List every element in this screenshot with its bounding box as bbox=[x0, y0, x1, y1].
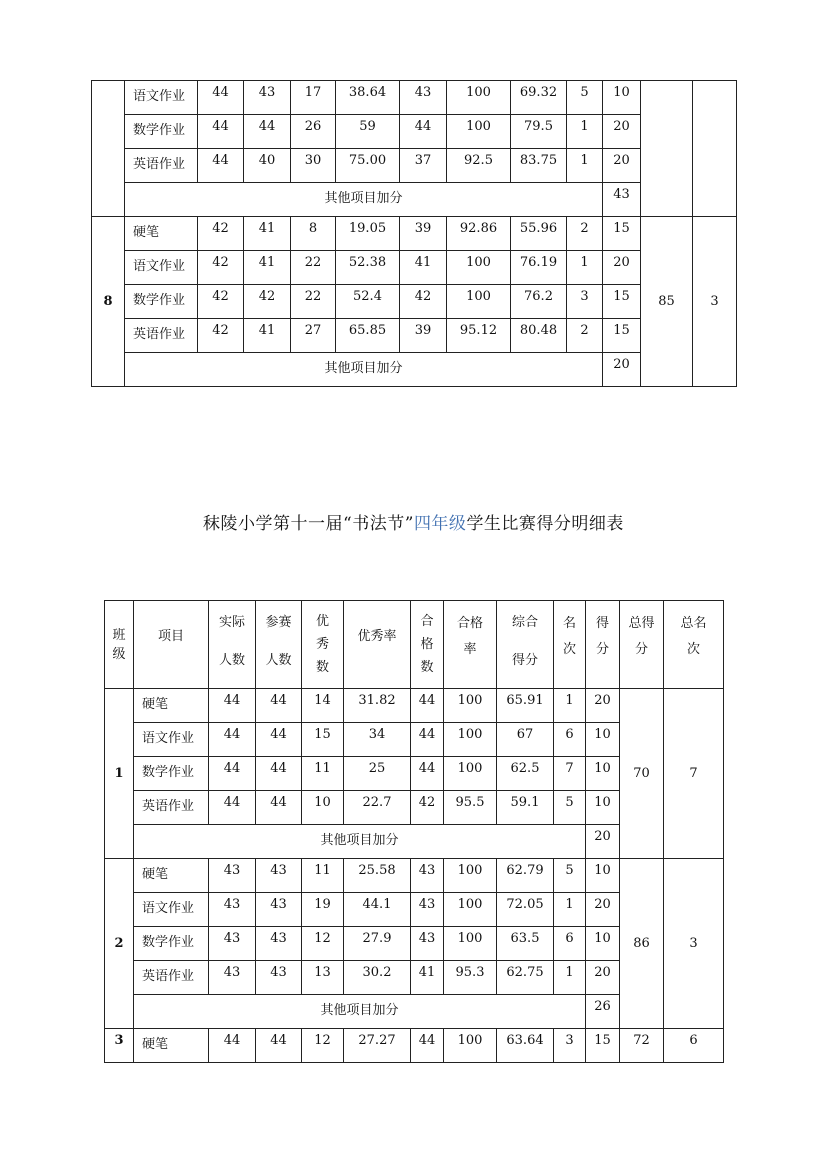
cell-actual: 43 bbox=[209, 961, 256, 995]
total-rank: 7 bbox=[664, 689, 724, 859]
table-row bbox=[105, 1029, 724, 1063]
cell-qualified: 43 bbox=[411, 859, 444, 893]
class-number: 2 bbox=[105, 859, 134, 1029]
cell-qualified: 39 bbox=[400, 217, 447, 251]
table-row bbox=[92, 319, 737, 353]
cell-qualified-rate: 100 bbox=[444, 757, 497, 791]
total-score-cell-continued bbox=[641, 81, 693, 217]
table-row bbox=[92, 251, 737, 285]
cell-composite: 83.75 bbox=[511, 149, 567, 183]
cell-item: 语文作业 bbox=[134, 893, 209, 927]
cell-score: 20 bbox=[586, 893, 620, 927]
cell-rank: 1 bbox=[554, 689, 586, 723]
cell-qualified: 44 bbox=[400, 115, 447, 149]
cell-excellent-rate: 19.05 bbox=[336, 217, 400, 251]
header-composite: 综合得分 bbox=[497, 601, 554, 689]
cell-actual: 43 bbox=[209, 859, 256, 893]
grade-highlight: 四年级 bbox=[413, 514, 467, 534]
cell-item: 数学作业 bbox=[134, 757, 209, 791]
cell-excellent: 8 bbox=[291, 217, 336, 251]
cell-score: 15 bbox=[603, 319, 641, 353]
cell-score: 15 bbox=[586, 1029, 620, 1063]
cell-qualified-rate: 100 bbox=[444, 1029, 497, 1063]
total-score: 85 bbox=[641, 217, 693, 387]
cell-item: 英语作业 bbox=[125, 149, 198, 183]
bonus-label: 其他项目加分 bbox=[134, 825, 586, 859]
page-title: 秣陵小学第十一届“书法节”四年级学生比赛得分明细表 bbox=[203, 514, 624, 534]
cell-excellent: 15 bbox=[302, 723, 344, 757]
table-row bbox=[105, 859, 724, 893]
cell-rank: 6 bbox=[554, 723, 586, 757]
cell-score: 20 bbox=[603, 251, 641, 285]
cell-qualified-rate: 95.5 bbox=[444, 791, 497, 825]
cell-participants: 43 bbox=[256, 859, 302, 893]
bonus-row bbox=[92, 353, 737, 387]
header-item: 项目 bbox=[134, 601, 209, 689]
cell-excellent: 11 bbox=[302, 757, 344, 791]
cell-composite: 80.48 bbox=[511, 319, 567, 353]
cell-item: 英语作业 bbox=[134, 961, 209, 995]
cell-composite: 72.05 bbox=[497, 893, 554, 927]
cell-excellent-rate: 52.38 bbox=[336, 251, 400, 285]
cell-excellent: 10 bbox=[302, 791, 344, 825]
cell-actual: 44 bbox=[198, 149, 244, 183]
cell-actual: 42 bbox=[198, 217, 244, 251]
cell-excellent: 11 bbox=[302, 859, 344, 893]
cell-item: 语文作业 bbox=[125, 251, 198, 285]
bonus-label: 其他项目加分 bbox=[125, 183, 603, 217]
cell-item: 硬笔 bbox=[134, 859, 209, 893]
cell-participants: 43 bbox=[256, 893, 302, 927]
cell-qualified-rate: 92.86 bbox=[447, 217, 511, 251]
table-row bbox=[92, 285, 737, 319]
cell-composite: 65.91 bbox=[497, 689, 554, 723]
cell-qualified-rate: 100 bbox=[444, 689, 497, 723]
class-number: 3 bbox=[105, 1029, 134, 1063]
cell-excellent-rate: 59 bbox=[336, 115, 400, 149]
cell-participants: 42 bbox=[244, 285, 291, 319]
header-qualified: 合格数 bbox=[411, 601, 444, 689]
cell-composite: 76.19 bbox=[511, 251, 567, 285]
cell-item: 数学作业 bbox=[125, 115, 198, 149]
cell-score: 20 bbox=[586, 689, 620, 723]
cell-excellent-rate: 34 bbox=[344, 723, 411, 757]
cell-actual: 44 bbox=[209, 757, 256, 791]
cell-composite: 63.64 bbox=[497, 1029, 554, 1063]
cell-qualified-rate: 92.5 bbox=[447, 149, 511, 183]
cell-qualified-rate: 100 bbox=[447, 115, 511, 149]
cell-qualified: 39 bbox=[400, 319, 447, 353]
cell-excellent: 12 bbox=[302, 1029, 344, 1063]
table-row bbox=[92, 149, 737, 183]
cell-actual: 42 bbox=[198, 285, 244, 319]
cell-composite: 55.96 bbox=[511, 217, 567, 251]
cell-excellent-rate: 38.64 bbox=[336, 81, 400, 115]
cell-qualified: 44 bbox=[411, 757, 444, 791]
cell-item: 英语作业 bbox=[134, 791, 209, 825]
table-row bbox=[92, 81, 737, 115]
total-score: 70 bbox=[620, 689, 664, 859]
cell-qualified: 41 bbox=[400, 251, 447, 285]
cell-rank: 2 bbox=[567, 217, 603, 251]
cell-excellent: 30 bbox=[291, 149, 336, 183]
cell-rank: 1 bbox=[554, 893, 586, 927]
cell-qualified-rate: 100 bbox=[444, 859, 497, 893]
class-number: 1 bbox=[105, 689, 134, 859]
cell-qualified: 43 bbox=[411, 893, 444, 927]
header-qualified-rate: 合格率 bbox=[444, 601, 497, 689]
cell-qualified: 37 bbox=[400, 149, 447, 183]
cell-rank: 5 bbox=[567, 81, 603, 115]
cell-excellent-rate: 25 bbox=[344, 757, 411, 791]
cell-qualified: 43 bbox=[400, 81, 447, 115]
cell-excellent-rate: 30.2 bbox=[344, 961, 411, 995]
cell-excellent: 13 bbox=[302, 961, 344, 995]
cell-qualified: 44 bbox=[411, 689, 444, 723]
cell-item: 语文作业 bbox=[125, 81, 198, 115]
total-score: 72 bbox=[620, 1029, 664, 1063]
cell-item: 硬笔 bbox=[125, 217, 198, 251]
cell-qualified: 44 bbox=[411, 1029, 444, 1063]
bonus-score: 20 bbox=[603, 353, 641, 387]
cell-actual: 44 bbox=[209, 689, 256, 723]
cell-excellent-rate: 27.27 bbox=[344, 1029, 411, 1063]
header-actual: 实际人数 bbox=[209, 601, 256, 689]
cell-excellent-rate: 27.9 bbox=[344, 927, 411, 961]
cell-excellent-rate: 75.00 bbox=[336, 149, 400, 183]
class-number: 8 bbox=[92, 217, 125, 387]
cell-qualified-rate: 95.12 bbox=[447, 319, 511, 353]
cell-item: 语文作业 bbox=[134, 723, 209, 757]
cell-participants: 40 bbox=[244, 149, 291, 183]
cell-actual: 44 bbox=[198, 115, 244, 149]
header-excellent: 优秀数 bbox=[302, 601, 344, 689]
cell-participants: 43 bbox=[256, 961, 302, 995]
cell-participants: 41 bbox=[244, 217, 291, 251]
cell-excellent-rate: 44.1 bbox=[344, 893, 411, 927]
cell-score: 10 bbox=[603, 81, 641, 115]
total-score: 86 bbox=[620, 859, 664, 1029]
cell-actual: 44 bbox=[209, 723, 256, 757]
table-row bbox=[105, 689, 724, 723]
cell-score: 20 bbox=[603, 115, 641, 149]
cell-excellent-rate: 52.4 bbox=[336, 285, 400, 319]
cell-excellent: 12 bbox=[302, 927, 344, 961]
cell-qualified-rate: 100 bbox=[447, 285, 511, 319]
cell-qualified: 42 bbox=[400, 285, 447, 319]
cell-rank: 3 bbox=[554, 1029, 586, 1063]
bonus-row bbox=[92, 183, 737, 217]
cell-participants: 44 bbox=[256, 723, 302, 757]
cell-participants: 44 bbox=[244, 115, 291, 149]
cell-score: 10 bbox=[586, 723, 620, 757]
cell-qualified: 42 bbox=[411, 791, 444, 825]
header-class: 班级 bbox=[105, 601, 134, 689]
cell-actual: 44 bbox=[198, 81, 244, 115]
cell-score: 15 bbox=[603, 217, 641, 251]
header-participants: 参赛人数 bbox=[256, 601, 302, 689]
cell-score: 20 bbox=[603, 149, 641, 183]
bonus-label: 其他项目加分 bbox=[134, 995, 586, 1029]
cell-qualified-rate: 100 bbox=[444, 893, 497, 927]
cell-qualified: 44 bbox=[411, 723, 444, 757]
cell-actual: 44 bbox=[209, 791, 256, 825]
class-cell-continued bbox=[92, 81, 125, 217]
cell-rank: 3 bbox=[567, 285, 603, 319]
total-rank-cell-continued bbox=[693, 81, 737, 217]
cell-excellent: 22 bbox=[291, 251, 336, 285]
bonus-score: 43 bbox=[603, 183, 641, 217]
cell-qualified: 41 bbox=[411, 961, 444, 995]
cell-item: 英语作业 bbox=[125, 319, 198, 353]
cell-qualified-rate: 95.3 bbox=[444, 961, 497, 995]
cell-composite: 79.5 bbox=[511, 115, 567, 149]
cell-composite: 59.1 bbox=[497, 791, 554, 825]
cell-qualified-rate: 100 bbox=[447, 251, 511, 285]
cell-excellent-rate: 31.82 bbox=[344, 689, 411, 723]
cell-actual: 42 bbox=[198, 319, 244, 353]
cell-excellent: 22 bbox=[291, 285, 336, 319]
cell-participants: 44 bbox=[256, 791, 302, 825]
cell-item: 数学作业 bbox=[134, 927, 209, 961]
cell-rank: 5 bbox=[554, 859, 586, 893]
header-total: 总得分 bbox=[620, 601, 664, 689]
cell-qualified-rate: 100 bbox=[447, 81, 511, 115]
cell-participants: 41 bbox=[244, 251, 291, 285]
header-score: 得分 bbox=[586, 601, 620, 689]
cell-composite: 67 bbox=[497, 723, 554, 757]
table-row bbox=[92, 217, 737, 251]
cell-composite: 69.32 bbox=[511, 81, 567, 115]
cell-excellent-rate: 22.7 bbox=[344, 791, 411, 825]
cell-item: 硬笔 bbox=[134, 689, 209, 723]
bonus-label: 其他项目加分 bbox=[125, 353, 603, 387]
cell-rank: 6 bbox=[554, 927, 586, 961]
cell-score: 10 bbox=[586, 757, 620, 791]
cell-participants: 43 bbox=[244, 81, 291, 115]
cell-composite: 62.75 bbox=[497, 961, 554, 995]
cell-item: 硬笔 bbox=[134, 1029, 209, 1063]
cell-excellent-rate: 65.85 bbox=[336, 319, 400, 353]
cell-excellent: 26 bbox=[291, 115, 336, 149]
cell-actual: 42 bbox=[198, 251, 244, 285]
cell-composite: 63.5 bbox=[497, 927, 554, 961]
table-row bbox=[92, 115, 737, 149]
cell-qualified-rate: 100 bbox=[444, 723, 497, 757]
cell-rank: 7 bbox=[554, 757, 586, 791]
cell-rank: 1 bbox=[567, 251, 603, 285]
cell-score: 20 bbox=[586, 961, 620, 995]
cell-composite: 62.5 bbox=[497, 757, 554, 791]
cell-excellent-rate: 25.58 bbox=[344, 859, 411, 893]
total-rank: 6 bbox=[664, 1029, 724, 1063]
cell-item: 数学作业 bbox=[125, 285, 198, 319]
cell-composite: 76.2 bbox=[511, 285, 567, 319]
cell-rank: 2 bbox=[567, 319, 603, 353]
cell-participants: 44 bbox=[256, 689, 302, 723]
cell-actual: 43 bbox=[209, 927, 256, 961]
cell-actual: 44 bbox=[209, 1029, 256, 1063]
cell-excellent: 19 bbox=[302, 893, 344, 927]
cell-score: 10 bbox=[586, 927, 620, 961]
bonus-score: 20 bbox=[586, 825, 620, 859]
score-table-continued bbox=[91, 80, 737, 387]
cell-participants: 44 bbox=[256, 757, 302, 791]
cell-rank: 1 bbox=[567, 149, 603, 183]
cell-rank: 5 bbox=[554, 791, 586, 825]
header-row bbox=[105, 601, 724, 689]
cell-participants: 41 bbox=[244, 319, 291, 353]
cell-score: 15 bbox=[603, 285, 641, 319]
cell-participants: 44 bbox=[256, 1029, 302, 1063]
score-detail-table bbox=[104, 600, 724, 1063]
header-rank: 名次 bbox=[554, 601, 586, 689]
total-rank: 3 bbox=[664, 859, 724, 1029]
cell-qualified-rate: 100 bbox=[444, 927, 497, 961]
bonus-score: 26 bbox=[586, 995, 620, 1029]
total-rank: 3 bbox=[693, 217, 737, 387]
cell-actual: 43 bbox=[209, 893, 256, 927]
cell-qualified: 43 bbox=[411, 927, 444, 961]
cell-composite: 62.79 bbox=[497, 859, 554, 893]
cell-excellent: 27 bbox=[291, 319, 336, 353]
cell-participants: 43 bbox=[256, 927, 302, 961]
cell-excellent: 14 bbox=[302, 689, 344, 723]
cell-excellent: 17 bbox=[291, 81, 336, 115]
cell-rank: 1 bbox=[567, 115, 603, 149]
cell-score: 10 bbox=[586, 791, 620, 825]
cell-rank: 1 bbox=[554, 961, 586, 995]
header-total-rank: 总名次 bbox=[664, 601, 724, 689]
header-excellent-rate: 优秀率 bbox=[344, 601, 411, 689]
cell-score: 10 bbox=[586, 859, 620, 893]
